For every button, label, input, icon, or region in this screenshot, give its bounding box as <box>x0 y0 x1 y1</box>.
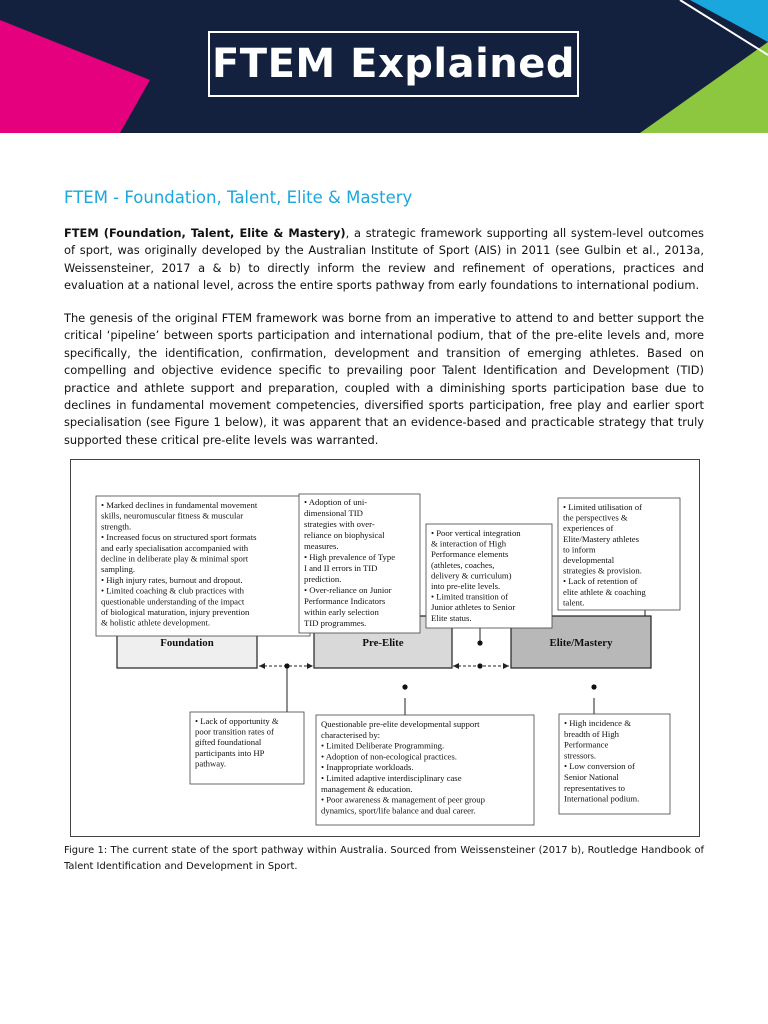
diagram-text-line: • Limited adaptive interdisciplinary case <box>321 773 462 783</box>
stage-preelite-label: Pre-Elite <box>362 637 404 649</box>
diagram-text-line: delivery & curriculum) <box>431 570 512 581</box>
figure-caption: Figure 1: The current state of the sport pathway within Australia. Sourced from Weissensteiner (2017 b), Routledge Handbook of Talent Identification and Development in Sport. <box>64 845 704 872</box>
diagram-text-line: • Limited Deliberate Programming. <box>321 740 445 751</box>
diagram-text-line: characterised by: <box>321 729 381 740</box>
diagram-text-line: Questionable pre-elite developmental support <box>321 719 480 729</box>
diagram-text-line: • Limited transition of <box>431 591 509 602</box>
diagram-text-line: • Poor awareness & management of peer group <box>321 794 485 805</box>
diagram-text-line: sampling. <box>101 564 136 575</box>
diagram-text-line: • Adoption of non-ecological practices. <box>321 751 457 762</box>
pathway-diagram <box>71 460 701 838</box>
diagram-text-line: dimensional TID <box>304 508 363 518</box>
junction-dot <box>284 663 289 668</box>
diagram-text-line: strategies & provision. <box>563 565 642 576</box>
diagram-text-line: • Adoption of uni- <box>304 497 368 507</box>
stage-elite-label: Elite/Mastery <box>549 637 613 649</box>
diagram-text-line: TID programmes. <box>304 618 367 628</box>
intro-paragraph <box>64 225 704 295</box>
diagram-text-line: Performance elements <box>431 549 509 560</box>
diagram-text-line: to inform <box>563 544 596 555</box>
intro-bold-term: FTEM (Foundation, Talent, Elite & Mastery) <box>64 226 346 240</box>
figure-1-diagram <box>70 459 700 837</box>
diagram-text-line: gifted foundational <box>195 737 262 748</box>
diagram-text-line: & interaction of High <box>431 538 507 549</box>
diagram-text-line: (athletes, coaches, <box>431 559 495 570</box>
junction-dot <box>477 640 482 645</box>
page-title-box <box>208 31 579 97</box>
diagram-text-line: • Limited coaching & club practices with <box>101 585 244 596</box>
diagram-text-line: decline in deliberate play & minimal sport <box>101 553 249 564</box>
diagram-text-line: of biological maturation, injury prevention <box>101 607 250 617</box>
diagram-text-line: • Limited utilisation of <box>563 502 643 512</box>
genesis-paragraph: The genesis of the original FTEM framework was borne from an imperative to attend to and better support the critical ‘pipeline’ between sports participation and international podium, that of the pre-elite levels and, more specifically, the identification, confirmation, development and transition of emerging athletes. Based on compelling and objective evidence specific to prevailing poor Talent Identification and Development (TID) practice and athlete support and preparation, coupled with a diminishing sports participation base due to declines in fundamental movement competencies, diversified sports participation, free play and earlier sport specialisation (see Figure 1 below), it was apparent that an evidence-based and practicable strategy that truly supported these critical pre-elite levels was warranted. <box>64 311 704 447</box>
diagram-text-line: representatives to <box>564 782 626 793</box>
diagram-text-line: questionable understanding of the impact <box>101 596 245 607</box>
diagram-text-line: and early specialisation accompanied with <box>101 542 249 553</box>
diagram-text-line: • High prevalence of Type <box>304 552 396 562</box>
diagram-text-line: • Increased focus on structured sport formats <box>101 532 257 543</box>
diagram-text-line: talent. <box>563 597 585 608</box>
diagram-text-line: • Inappropriate workloads. <box>321 762 414 773</box>
diagram-text-line: the perspectives & <box>563 512 628 523</box>
diagram-text-line: I and II errors in TID <box>304 563 378 573</box>
diagram-text-line: & holistic athlete development. <box>101 617 211 628</box>
page-title: FTEM Explained <box>211 41 576 87</box>
diagram-text-line: • High incidence & <box>564 718 631 728</box>
diagram-text-line: reliance on biophysical <box>304 530 385 540</box>
diagram-text-line: breadth of High <box>564 728 620 739</box>
diagram-text-line: • Marked declines in fundamental movement <box>101 500 258 510</box>
diagram-text-line: Junior athletes to Senior <box>431 602 516 613</box>
diagram-text-line: elite athlete & coaching <box>563 586 646 597</box>
diagram-text-line: • Over-reliance on Junior <box>304 585 392 595</box>
junction-dot <box>591 684 596 689</box>
diagram-text-line: developmental <box>563 555 615 565</box>
diagram-text-line: skills, neuromuscular fitness & muscular <box>101 510 244 521</box>
diagram-text-line: Performance Indicators <box>304 596 386 606</box>
intro-text: , a strategic framework supporting all system-level outcomes of sport, was originally developed by the Australian Institute of Sport (AIS) in 2011 (see Gulbin et al., 2013a, Weissensteiner, 2017 a & b) to directly inform the review and refinement of operations, practices and evaluation at a national level, across the entire sports pathway from early foundations to international podium. <box>64 226 704 293</box>
diagram-text-line: Senior National <box>564 772 619 782</box>
diagram-text-line: • High injury rates, burnout and dropout. <box>101 574 243 585</box>
stage-foundation-label: Foundation <box>160 637 214 649</box>
section-heading: FTEM - Foundation, Talent, Elite & Mastery <box>64 188 413 207</box>
diagram-text-line: poor transition rates of <box>195 726 274 737</box>
diagram-text-line: stressors. <box>564 750 597 761</box>
diagram-text-line: • Low conversion of <box>564 761 635 772</box>
diagram-text-line: dynamics, sport/life balance and dual career. <box>321 805 476 816</box>
diagram-text-line: prediction. <box>304 574 342 584</box>
diagram-text-line: pathway. <box>195 758 227 769</box>
diagram-text-line: strategies with over- <box>304 519 375 529</box>
diagram-text-line: participants into HP <box>195 747 265 758</box>
diagram-text-line: • Lack of opportunity & <box>195 716 279 726</box>
diagram-text-line: strength. <box>101 521 132 532</box>
diagram-text-line: management & education. <box>321 783 413 794</box>
junction-dot <box>477 663 482 668</box>
diagram-text-line: • Lack of retention of <box>563 576 638 587</box>
diagram-text-line: experiences of <box>563 523 614 534</box>
diagram-text-line: Performance <box>564 739 609 750</box>
junction-dot <box>402 684 407 689</box>
diagram-text-line: measures. <box>304 541 339 551</box>
diagram-text-line: • Poor vertical integration <box>431 528 521 538</box>
diagram-text-line: Elite status. <box>431 612 472 623</box>
diagram-text-line: within early selection <box>304 607 379 617</box>
diagram-text-line: into pre-elite levels. <box>431 581 501 591</box>
header-banner <box>0 0 768 133</box>
diagram-text-line: International podium. <box>564 793 640 804</box>
diagram-text-line: Elite/Mastery athletes <box>563 533 639 544</box>
